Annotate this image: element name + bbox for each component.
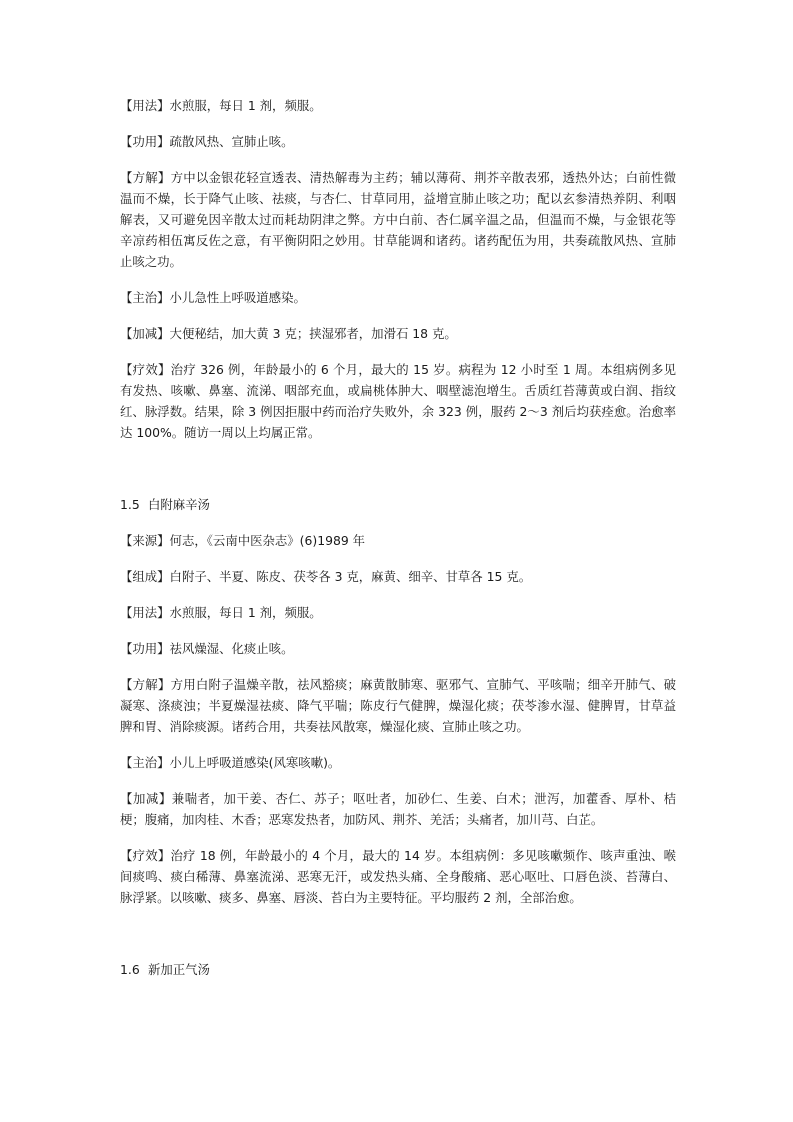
composition-paragraph: 【组成】白附子、半夏、陈皮、茯苓各 3 克，麻黄、细辛、甘草各 15 克。 <box>120 569 532 584</box>
modification-paragraph: 【加减】大便秘结，加大黄 3 克；挟湿邪者，加滑石 18 克。 <box>120 326 457 341</box>
function-paragraph: 【功用】祛风燥湿、化痰止咳。 <box>120 641 294 656</box>
source-paragraph: 【来源】何志，《云南中医杂志》(6)1989 年 <box>120 533 366 548</box>
usage-paragraph: 【用法】水煎服，每日 1 剂，频服。 <box>120 605 322 620</box>
section-number: 1.6 <box>120 962 140 977</box>
explanation-paragraph: 【方解】方中以金银花轻宣透表、清热解毒为主药；辅以薄荷、荆芥辛散表邪，透热外达；白前性微温而不燥，长于降气止咳、祛痰，与杏仁、甘草同用，益增宣肺止咳之功；配以玄参清热养阴、利咽解表，又可避免因辛散太过而耗劫阴津之弊。方中白前、杏仁属辛温之品，但温而不燥，与金银花等辛凉药相伍寓反佐之意，有平衡阴阳之妙用。甘草能调和诸药。诸药配伍为用，共奏疏散风热、宣肺止咳之功。 <box>120 170 676 269</box>
document-page <box>120 95 676 995</box>
efficacy-paragraph: 【疗效】治疗 326 例，年龄最小的 6 个月，最大的 15 岁。病程为 12 小时至 1 周。本组病例多见有发热、咳嗽、鼻塞、流涕、咽部充血，或扁桃体肿大、咽壁滤泡增生。舌质红苔薄黄或白润、指纹红、脉浮数。结果，除 3 例因拒服中药而治疗失败外，余 323 例，服药 2～3 剂后均获痊愈。治愈率达 100%。随访一周以上均属正常。 <box>120 362 676 440</box>
efficacy-paragraph: 【疗效】治疗 18 例，年龄最小的 4 个月，最大的 14 岁。本组病例：多见咳嗽频作、咳声重浊、喉间痰鸣、痰白稀薄、鼻塞流涕、恶寒无汗，或发热头痛、全身酸痛、恶心呕吐、口唇色淡、苔薄白、脉浮紧。以咳嗽、痰多、鼻塞、唇淡、苔白为主要特征。平均服药 2 剂，全部治愈。 <box>120 848 676 905</box>
indication-paragraph: 【主治】小儿上呼吸道感染(风寒咳嗽)。 <box>120 755 341 770</box>
indication-paragraph: 【主治】小儿急性上呼吸道感染。 <box>120 290 306 305</box>
usage-paragraph: 【用法】水煎服，每日 1 剂，频服。 <box>120 98 322 113</box>
function-paragraph: 【功用】疏散风热、宣肺止咳。 <box>120 134 294 149</box>
section-heading-1-5 <box>120 494 676 515</box>
section-heading-1-6 <box>120 959 676 980</box>
section-number: 1.5 <box>120 497 140 512</box>
section-title: 新加正气汤 <box>148 962 210 977</box>
explanation-paragraph: 【方解】方用白附子温燥辛散，祛风豁痰；麻黄散肺寒、驱邪气、宣肺气、平咳喘；细辛开肺气、破凝寒、涤痰浊；半夏燥湿祛痰、降气平喘；陈皮行气健脾，燥湿化痰；茯苓渗水湿、健脾胃，甘草益脾和胃、消除痰源。诸药合用，共奏祛风散寒，燥湿化痰、宣肺止咳之功。 <box>120 677 676 734</box>
section-title: 白附麻辛汤 <box>148 497 210 512</box>
modification-paragraph: 【加减】兼喘者，加干姜、杏仁、苏子；呕吐者，加砂仁、生姜、白术；泄泻，加藿香、厚朴、桔梗；腹痛，加肉桂、木香；恶寒发热者，加防风、荆芥、羌活；头痛者，加川芎、白芷。 <box>120 791 676 827</box>
